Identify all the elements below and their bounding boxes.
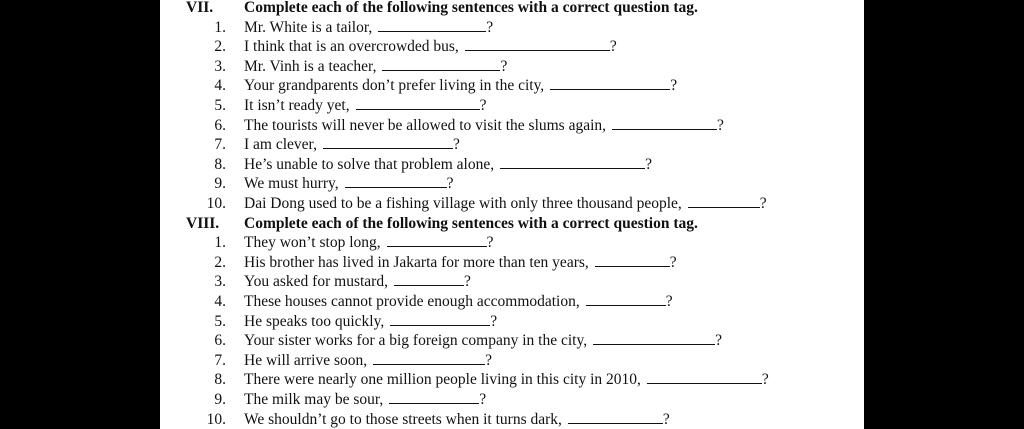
answer-blank[interactable] [382,57,500,71]
question-number: 6. [214,332,226,350]
sentence-text: We must hurry, [244,175,339,193]
question-mark: ? [670,77,678,95]
question-mark: ? [463,273,471,291]
question-item [160,370,864,390]
answer-blank[interactable] [612,116,717,130]
sentence-text: Your grandparents don’t prefer living in the city, [244,77,545,95]
question-mark: ? [715,332,722,350]
question-text [244,116,724,136]
section-number: VIII. [186,214,220,232]
question-item [160,116,864,136]
question-mark: ? [479,391,487,408]
question-text [244,370,769,390]
question-item [160,351,864,371]
question-mark: ? [717,116,724,134]
section-title: Complete each of the following sentences with a correct question tag. [244,0,698,16]
question-item [160,57,864,77]
question-item [160,312,864,332]
answer-blank[interactable] [586,292,666,306]
question-text [244,18,493,38]
answer-blank[interactable] [593,331,715,345]
sentence-text: There were nearly one million people living in this city in 2010, [244,371,641,389]
question-number: 4. [214,293,226,310]
question-mark: ? [500,57,508,75]
question-number: 2. [214,38,226,56]
section-heading [160,214,864,234]
question-number: 5. [214,97,226,114]
question-mark: ? [662,410,670,428]
sentence-text: The milk may be sour, [244,391,384,408]
answer-blank[interactable] [356,96,480,110]
question-mark: ? [452,136,460,154]
answer-blank[interactable] [373,351,485,365]
sentence-text: Your sister works for a big foreign company in the city, [244,332,588,350]
question-text [244,194,767,214]
question-mark: ? [479,97,487,114]
sentence-text: Dai Dong used to be a fishing village with only three thousand people, [244,195,682,212]
question-number: 10. [206,410,226,428]
answer-blank[interactable] [323,135,453,149]
question-item [160,253,864,273]
question-text [244,57,507,77]
sentence-text: Mr. White is a tailor, [244,18,373,36]
section-number: VII. [186,0,214,16]
answer-blank[interactable] [394,272,464,286]
question-text [244,292,673,312]
section-heading [160,0,864,18]
question-number: 8. [214,155,226,173]
question-number: 10. [206,195,226,212]
question-number: 8. [214,371,226,389]
answer-blank[interactable] [688,194,760,208]
worksheet-page [160,0,864,429]
question-item [160,390,864,410]
question-text [244,312,497,332]
answer-blank[interactable] [345,174,447,188]
question-number: 1. [214,18,226,36]
question-item [160,18,864,38]
question-mark: ? [669,253,677,271]
answer-blank[interactable] [378,18,486,32]
question-mark: ? [490,312,498,330]
sentence-text: I think that is an overcrowded bus, [244,38,459,56]
question-mark: ? [761,371,769,389]
question-text [244,272,471,292]
question-text [244,96,487,116]
question-number: 1. [214,234,226,252]
answer-blank[interactable] [568,410,663,424]
question-text [244,390,486,410]
sentence-text: These houses cannot provide enough accommodation, [244,293,580,310]
question-item [160,174,864,194]
question-item [160,96,864,116]
sentence-text: You asked for mustard, [244,273,388,291]
question-text [244,37,617,57]
question-text [244,253,677,273]
sentence-text: We shouldn’t go to those streets when it turns dark, [244,410,562,428]
sentence-text: He’s unable to solve that problem alone, [244,155,495,173]
question-number: 9. [214,391,226,408]
sentence-text: I am clever, [244,136,317,154]
answer-blank[interactable] [550,76,670,90]
question-number: 6. [214,116,226,134]
sentence-text: It isn’t ready yet, [244,97,350,114]
question-number: 7. [214,136,226,154]
question-text [244,410,670,429]
question-mark: ? [759,195,767,212]
question-item [160,272,864,292]
question-number: 3. [214,57,226,75]
question-text [244,351,492,371]
question-item [160,37,864,57]
question-item [160,135,864,155]
section-title: Complete each of the following sentences with a correct question tag. [244,214,698,232]
question-number: 9. [214,175,226,193]
sentence-text: His brother has lived in Jakarta for more than ten years, [244,253,589,271]
question-mark: ? [485,351,492,369]
sentence-text: He speaks too quickly, [244,312,385,330]
question-number: 5. [214,312,226,330]
question-text [244,135,460,155]
question-item [160,331,864,351]
question-mark: ? [609,38,617,56]
answer-blank[interactable] [595,253,670,267]
answer-blank[interactable] [387,233,487,247]
answer-blank[interactable] [500,155,645,169]
question-item [160,410,864,429]
question-text [244,76,677,96]
question-text [244,233,494,253]
answer-blank[interactable] [389,390,479,404]
question-item [160,155,864,175]
question-text [244,174,454,194]
question-item [160,292,864,312]
question-mark: ? [645,155,652,173]
question-item [160,76,864,96]
question-number: 3. [214,273,226,291]
question-item [160,194,864,214]
question-text [244,155,652,175]
question-mark: ? [486,234,494,252]
answer-blank[interactable] [390,312,490,326]
question-mark: ? [665,293,673,310]
question-number: 7. [214,351,226,369]
answer-blank[interactable] [465,37,610,51]
question-number: 4. [214,77,226,95]
sentence-text: He will arrive soon, [244,351,368,369]
question-item [160,233,864,253]
question-number: 2. [214,253,226,271]
sentence-text: They won’t stop long, [244,234,381,252]
sentence-text: The tourists will never be allowed to visit the slums again, [244,116,607,134]
question-mark: ? [486,18,494,36]
question-mark: ? [446,175,454,193]
answer-blank[interactable] [647,370,762,384]
question-text [244,331,722,351]
sentence-text: Mr. Vinh is a teacher, [244,57,377,75]
